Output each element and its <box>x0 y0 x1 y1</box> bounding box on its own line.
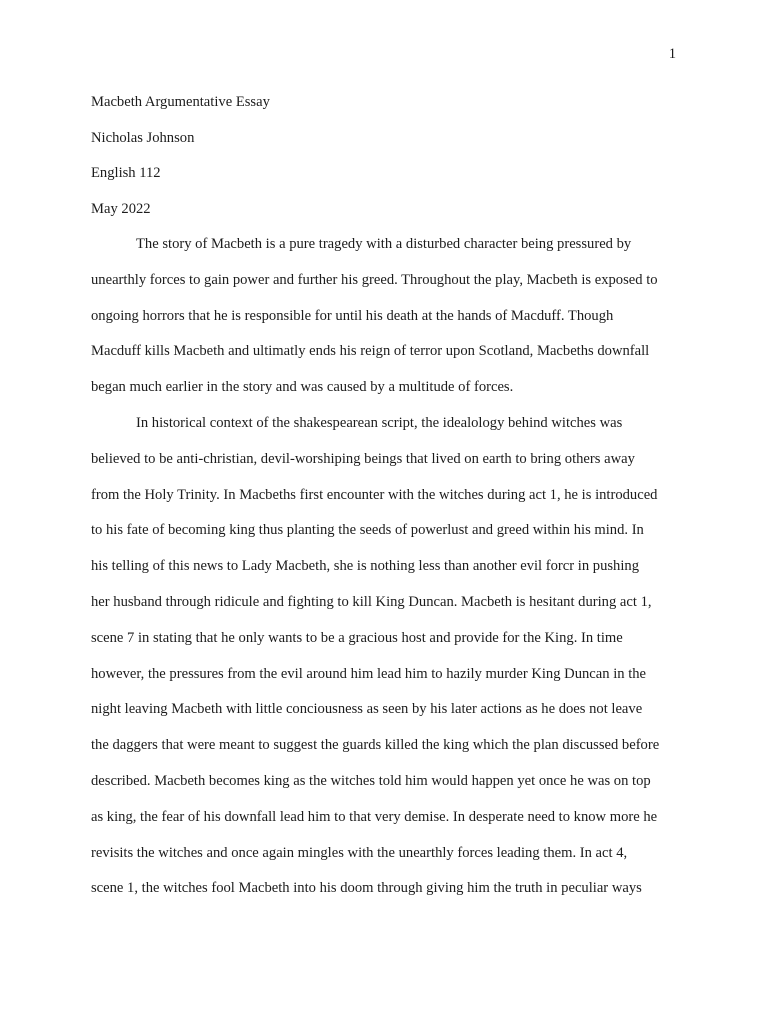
paragraph-1-line-3: ongoing horrors that he is responsible for until his death at the hands of Macduff. Though <box>91 307 614 324</box>
paragraph-1-line-5: began much earlier in the story and was caused by a multitude of forces. <box>91 379 514 396</box>
paragraph-2-line-3: from the Holy Trinity. In Macbeths first encounter with the witches during act 1, he is introduced <box>91 486 658 503</box>
paragraph-2-line-8: however, the pressures from the evil around him lead him to hazily murder King Duncan in the <box>91 665 647 682</box>
paragraph-2-line-5: his telling of this news to Lady Macbeth, she is nothing less than another evil forcr in pushing <box>91 558 639 575</box>
author-name: Nicholas Johnson <box>91 130 195 146</box>
paragraph-2-line-2: believed to be anti-christian, devil-worshiping beings that lived on earth to bring others away <box>91 450 635 467</box>
paragraph-2-line-9: night leaving Macbeth with little conciousness as seen by his later actions as he does not leave <box>91 701 643 718</box>
paragraph-1-line-2: unearthly forces to gain power and further his greed. Throughout the play, Macbeth is exposed to <box>91 271 658 288</box>
paragraph-2-line-13: revisits the witches and once again mingles with the unearthly forces leading them. In act 4, <box>91 844 628 861</box>
essay-body <box>91 236 691 916</box>
paragraph-2-line-10: the daggers that were meant to suggest the guards killed the king which the plan discussed before <box>91 737 660 754</box>
paragraph-2-line-7: scene 7 in stating that he only wants to be a gracious host and provide for the King. In time <box>91 629 623 646</box>
paragraph-2-line-11: described. Macbeth becomes king as the witches told him would happen yet once he was on top <box>91 772 651 789</box>
paragraph-2-line-14: scene 1, the witches fool Macbeth into his doom through giving him the truth in peculiar ways <box>91 880 642 897</box>
paragraph-2-line-12: as king, the fear of his downfall lead him to that very demise. In desperate need to know more he <box>91 808 658 825</box>
essay-title: Macbeth Argumentative Essay <box>91 94 270 110</box>
paragraph-1-line-1: The story of Macbeth is a pure tragedy with a disturbed character being pressured by <box>136 236 632 252</box>
paragraph-1-line-4: Macduff kills Macbeth and ultimatly ends his reign of terror upon Scotland, Macbeths downfall <box>91 343 650 360</box>
page-number: 1 <box>668 46 676 62</box>
paragraph-2-line-4: to his fate of becoming king thus planting the seeds of powerlust and greed within his mind. In <box>91 522 644 539</box>
course-name: English 112 <box>91 165 161 181</box>
essay-date: May 2022 <box>91 201 151 217</box>
paragraph-2-line-6: her husband through ridicule and fighting to kill King Duncan. Macbeth is hesitant during act 1, <box>91 593 652 610</box>
paragraph-2-line-1: In historical context of the shakespearean script, the idealology behind witches was <box>136 414 623 431</box>
